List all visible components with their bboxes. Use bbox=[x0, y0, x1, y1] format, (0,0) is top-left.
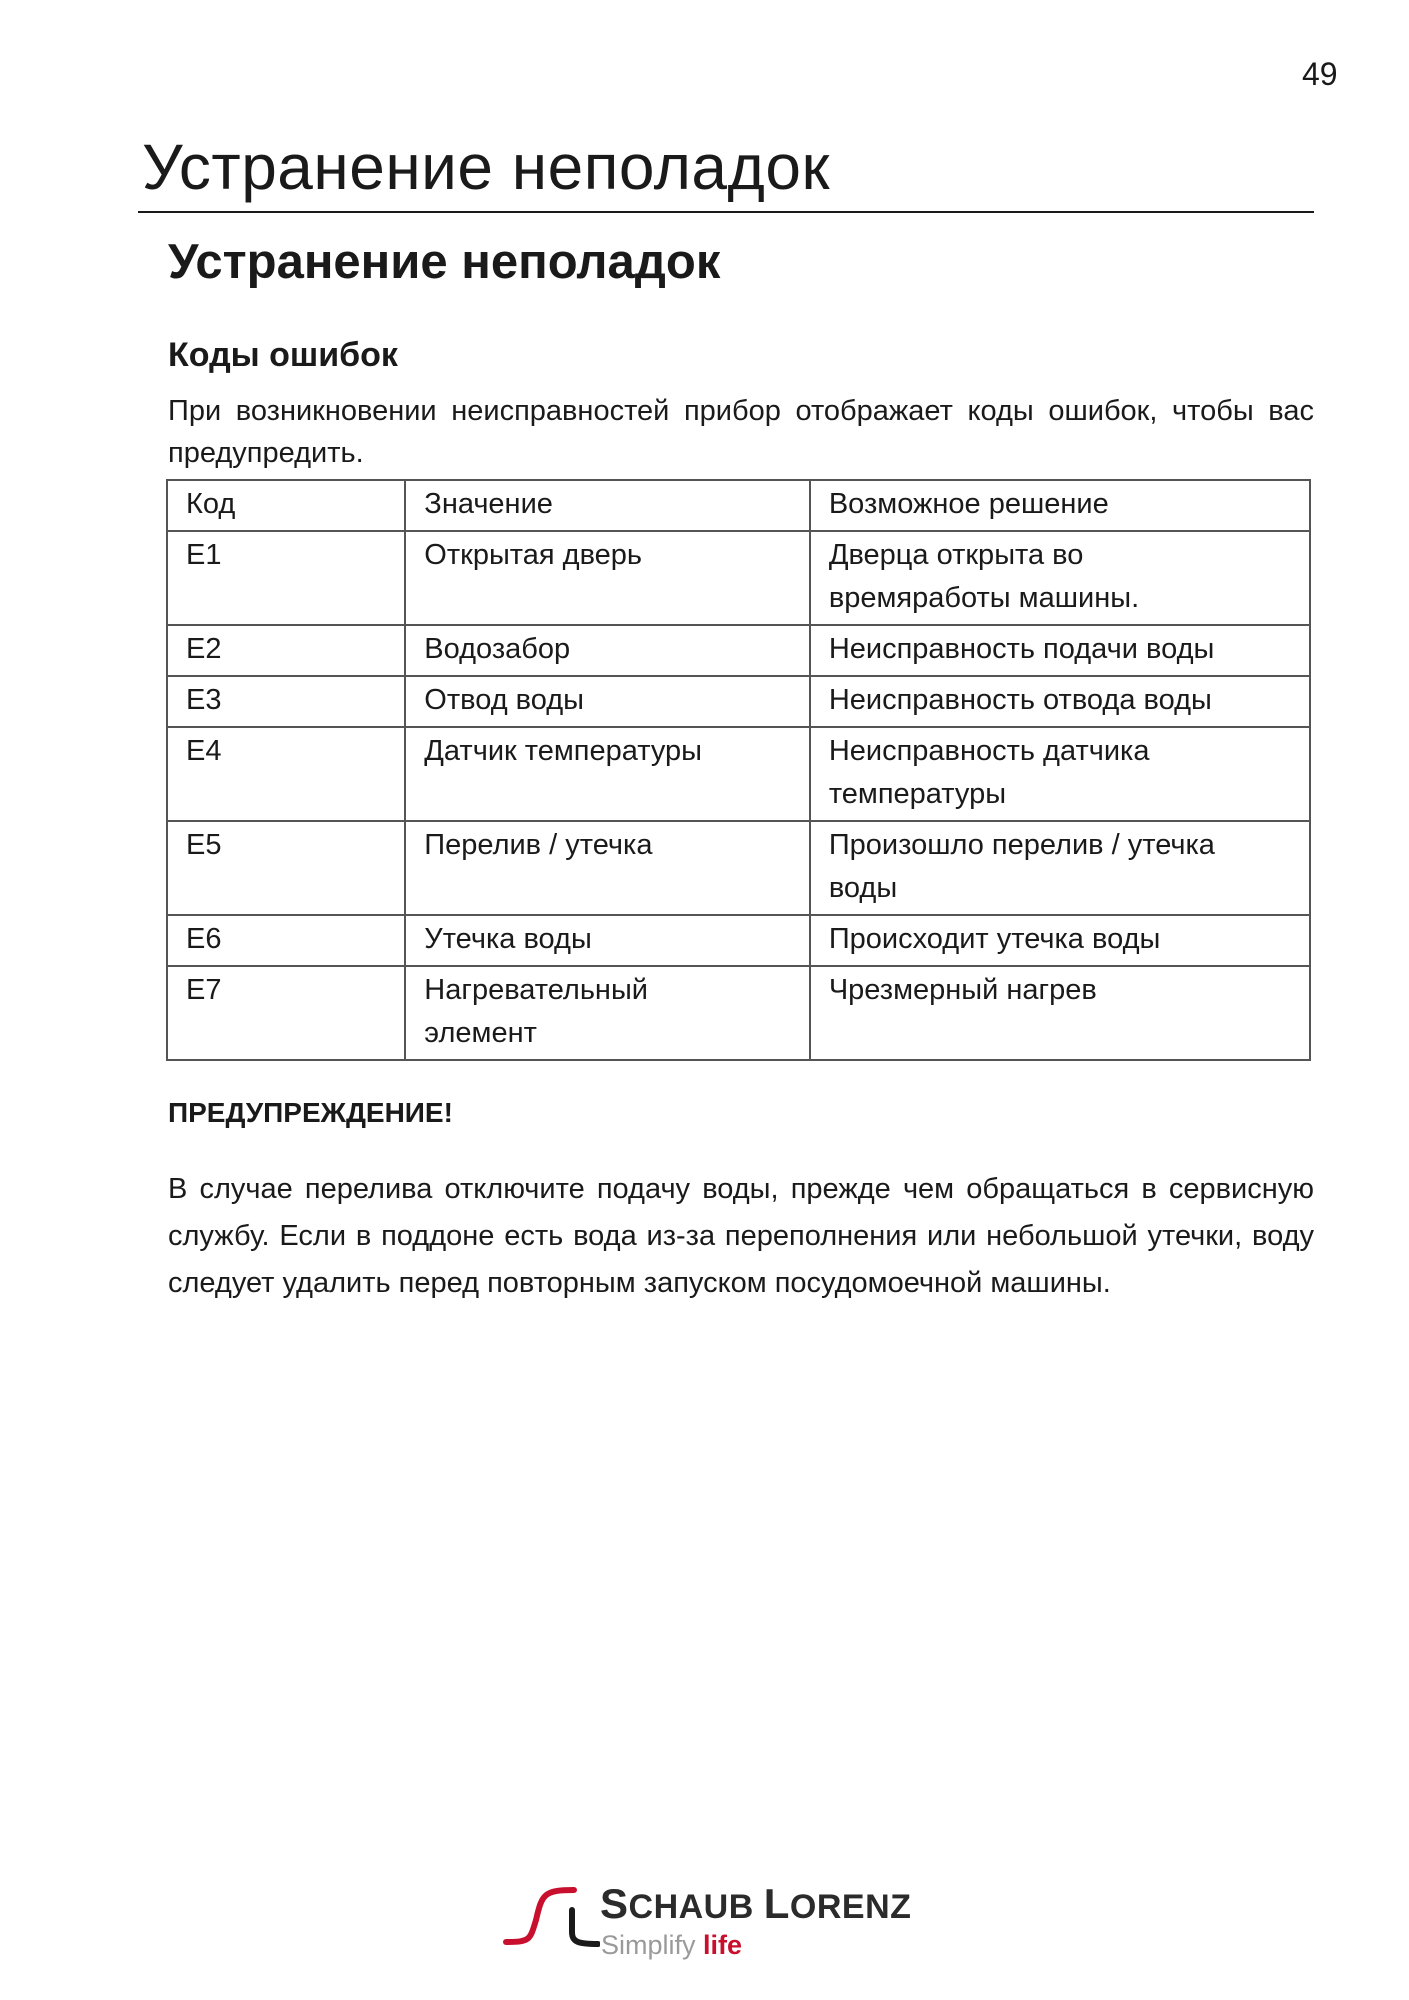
section-title: Устранение неполадок bbox=[168, 235, 721, 289]
subsection-title: Коды ошибок bbox=[168, 336, 398, 374]
cell-solution: Неисправность отвода воды bbox=[810, 676, 1310, 727]
table-row bbox=[167, 727, 1310, 821]
cell-solution: Неисправность подачи воды bbox=[810, 625, 1310, 676]
cell-code: E6 bbox=[167, 915, 405, 966]
table-header-row bbox=[167, 480, 1310, 531]
title-divider bbox=[138, 211, 1314, 213]
cell-meaning: Нагревательный элемент bbox=[405, 966, 810, 1060]
cell-meaning: Перелив / утечка bbox=[405, 821, 810, 915]
brand-logo bbox=[500, 1880, 930, 1970]
warning-paragraph: В случае перелива отключите подачу воды, прежде чем обращаться в сервисную службу. Если в поддоне есть вода из-за переполнения или небольшой утечки, воду следует удалить перед повторным запуском посудомоечной машины. bbox=[168, 1173, 1314, 1299]
cell-meaning: Датчик температуры bbox=[405, 727, 810, 821]
cell-solution: Неисправность датчика температуры bbox=[810, 727, 1310, 821]
table-row bbox=[167, 676, 1310, 727]
header-solution: Возможное решение bbox=[810, 480, 1310, 531]
brand-name: SCHAUB LORENZ bbox=[600, 1880, 912, 1927]
cell-code: E5 bbox=[167, 821, 405, 915]
cell-meaning: Отвод воды bbox=[405, 676, 810, 727]
cell-code: E3 bbox=[167, 676, 405, 727]
table-row bbox=[167, 966, 1310, 1060]
cell-solution: Дверца открыта во времяработы машины. bbox=[810, 531, 1310, 625]
cell-code: E1 bbox=[167, 531, 405, 625]
cell-code: E2 bbox=[167, 625, 405, 676]
cell-solution: Произошло перелив / утечка воды bbox=[810, 821, 1310, 915]
brand-tagline: Simplify life bbox=[601, 1930, 743, 1960]
page-number: 49 bbox=[1302, 56, 1338, 92]
header-code: Код bbox=[167, 480, 405, 531]
table-row bbox=[167, 531, 1310, 625]
cell-solution: Происходит утечка воды bbox=[810, 915, 1310, 966]
cell-meaning: Водозабор bbox=[405, 625, 810, 676]
cell-code: E4 bbox=[167, 727, 405, 821]
intro-paragraph: При возникновении неисправностей прибор отображает коды ошибок, чтобы вас предупредить. bbox=[168, 395, 1314, 469]
warning-label: ПРЕДУПРЕЖДЕНИЕ! bbox=[168, 1097, 453, 1128]
table-row bbox=[167, 915, 1310, 966]
error-codes-table bbox=[166, 479, 1311, 1061]
cell-meaning: Открытая дверь bbox=[405, 531, 810, 625]
table-row bbox=[167, 821, 1310, 915]
table-row bbox=[167, 625, 1310, 676]
header-meaning: Значение bbox=[405, 480, 810, 531]
cell-code: E7 bbox=[167, 966, 405, 1060]
brand-swoosh-icon bbox=[500, 1880, 600, 1950]
cell-meaning: Утечка воды bbox=[405, 915, 810, 966]
cell-solution: Чрезмерный нагрев bbox=[810, 966, 1310, 1060]
chapter-title: Устранение неполадок bbox=[142, 131, 830, 203]
